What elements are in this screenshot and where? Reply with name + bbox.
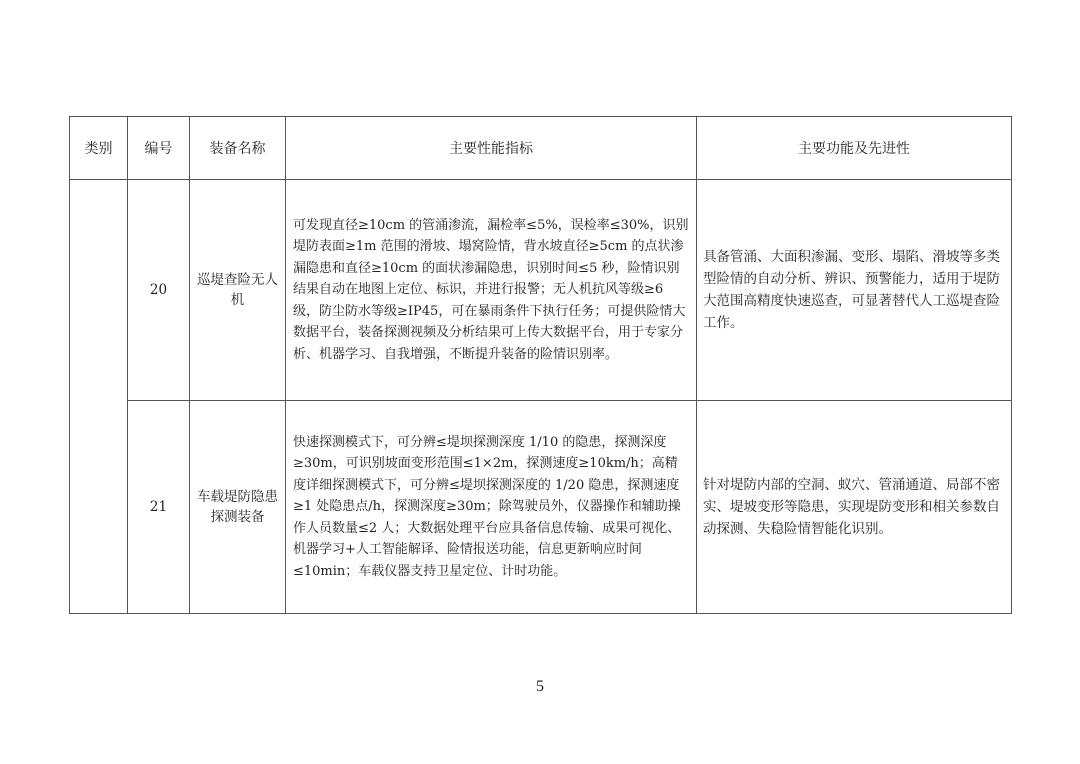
table-header-row	[70, 117, 1012, 180]
performance-spec: 快速探测模式下，可分辨≤堤坝探测深度 1/10 的隐患，探测深度≥30m，可识别坡面变形范围≤1×2m，探测速度≥10km/h；高精度详细探测模式下，可分辨≤堤坝探测深度的 1/20 隐患，探测速度≥1 处隐患点/h，探测深度≥30m；除驾驶员外，仪器操作和辅助操作人员数量≤2 人；大数据处理平台应具备信息传输、成果可视化、机器学习+人工智能解译、险情报送功能，信息更新响应时间≤10min；车载仪器支持卫星定位、计时功能。	[286, 401, 697, 614]
function-description: 具备管涌、大面积渗漏、变形、塌陷、滑坡等多类型险情的自动分析、辨识、预警能力，适用于堤防大范围高精度快速巡查，可显著替代人工巡堤查险工作。	[697, 180, 1012, 401]
page-number: 5	[536, 678, 544, 695]
equipment-name: 车载堤防隐患探测装备	[190, 401, 286, 614]
header-name: 装备名称	[190, 117, 286, 180]
header-performance: 主要性能指标	[286, 117, 697, 180]
row-number: 20	[128, 180, 190, 401]
table-row	[70, 180, 1012, 401]
function-description: 针对堤防内部的空洞、蚁穴、管涌通道、局部不密实、堤坡变形等隐患，实现堤防变形和相关参数自动探测、失稳险情智能化识别。	[697, 401, 1012, 614]
performance-spec: 可发现直径≥10cm 的管涌渗流，漏检率≤5%，误检率≤30%，识别堤防表面≥1m 范围的滑坡、塌窝险情，背水坡直径≥5cm 的点状渗漏隐患和直径≥10cm 的面状渗漏隐患，识别时间≤5 秒，险情识别结果自动在地图上定位、标识，并进行报警；无人机抗风等级≥6 级，防尘防水等级≥IP45，可在暴雨条件下执行任务；可提供险情大数据平台，装备探测视频及分析结果可上传大数据平台，用于专家分析、机器学习、自我增强，不断提升装备的险情识别率。	[286, 180, 697, 401]
header-function: 主要功能及先进性	[697, 117, 1012, 180]
category-cell	[70, 180, 128, 614]
table-row	[70, 401, 1012, 614]
header-number: 编号	[128, 117, 190, 180]
equipment-table	[69, 116, 1012, 614]
header-category: 类别	[70, 117, 128, 180]
row-number: 21	[128, 401, 190, 614]
equipment-name: 巡堤查险无人机	[190, 180, 286, 401]
